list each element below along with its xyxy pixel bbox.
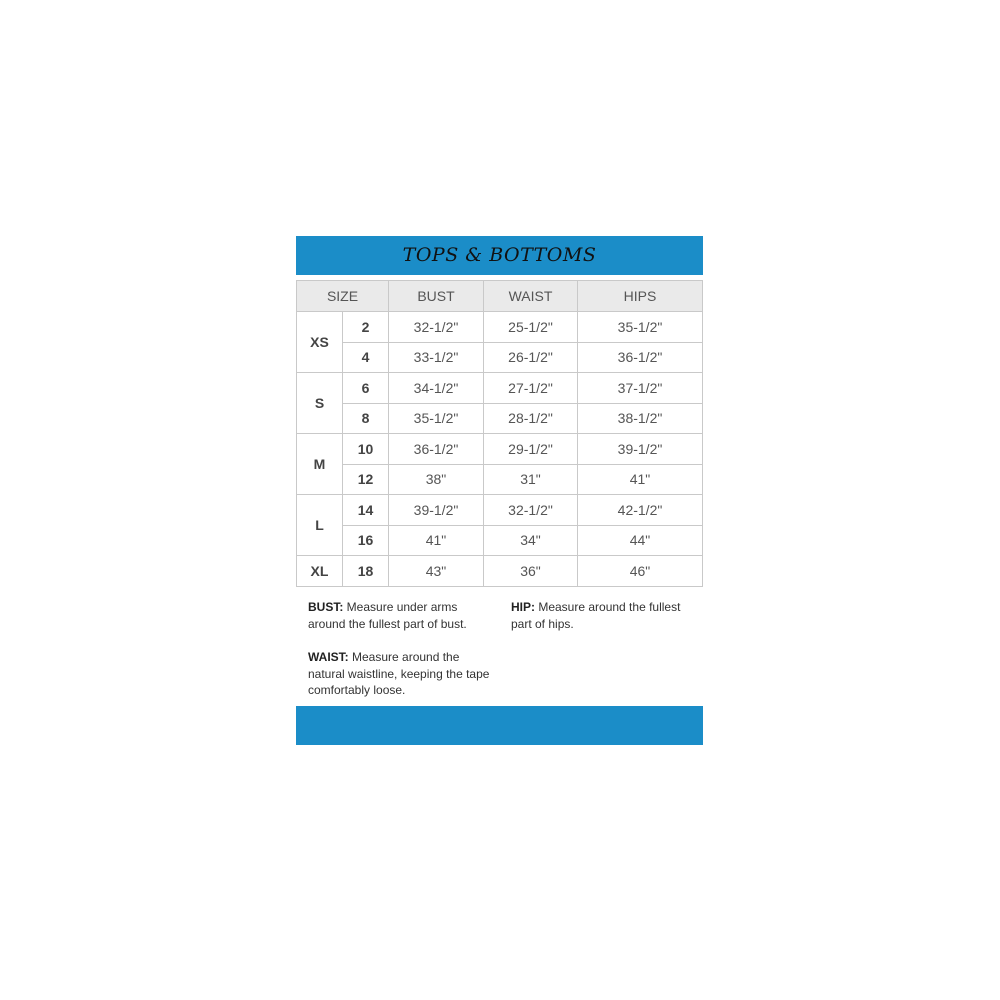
size-letter-cell: L [297, 495, 343, 556]
hips-cell: 44" [578, 525, 703, 556]
waist-cell: 34" [484, 525, 578, 556]
size-letter-cell: XS [297, 312, 343, 373]
table-row [297, 495, 703, 526]
waist-cell: 36" [484, 556, 578, 587]
size-number-cell: 14 [343, 495, 389, 526]
note-bust-text: Measure under arms around the fullest part of bust. [308, 600, 467, 631]
hips-cell: 35-1/2" [578, 312, 703, 343]
table-row [297, 434, 703, 465]
bust-cell: 35-1/2" [389, 403, 484, 434]
bust-cell: 41" [389, 525, 484, 556]
hips-cell: 46" [578, 556, 703, 587]
table-row [297, 403, 703, 434]
footer-band [296, 706, 703, 745]
waist-cell: 32-1/2" [484, 495, 578, 526]
waist-cell: 27-1/2" [484, 373, 578, 404]
bust-cell: 36-1/2" [389, 434, 484, 465]
waist-cell: 28-1/2" [484, 403, 578, 434]
size-letter-cell: XL [297, 556, 343, 587]
waist-cell: 25-1/2" [484, 312, 578, 343]
hips-cell: 37-1/2" [578, 373, 703, 404]
table-header-row [297, 281, 703, 312]
size-number-cell: 10 [343, 434, 389, 465]
size-number-cell: 2 [343, 312, 389, 343]
table-body [297, 312, 703, 587]
note-waist-term: WAIST: [308, 650, 349, 664]
note-waist [308, 649, 494, 699]
size-letter-cell: M [297, 434, 343, 495]
hips-cell: 38-1/2" [578, 403, 703, 434]
hips-cell: 42-1/2" [578, 495, 703, 526]
size-number-cell: 6 [343, 373, 389, 404]
bust-cell: 39-1/2" [389, 495, 484, 526]
table-row [297, 525, 703, 556]
table-row [297, 556, 703, 587]
bust-cell: 38" [389, 464, 484, 495]
size-letter-cell: S [297, 373, 343, 434]
size-number-cell: 16 [343, 525, 389, 556]
column-header-size: SIZE [297, 281, 389, 312]
waist-cell: 26-1/2" [484, 342, 578, 373]
waist-cell: 31" [484, 464, 578, 495]
note-hip-text: Measure around the fullest part of hips. [511, 600, 681, 631]
hips-cell: 39-1/2" [578, 434, 703, 465]
note-bust [308, 599, 494, 632]
bust-cell: 32-1/2" [389, 312, 484, 343]
hips-cell: 41" [578, 464, 703, 495]
note-hip-term: HIP: [511, 600, 535, 614]
bust-cell: 43" [389, 556, 484, 587]
column-header-hips: HIPS [578, 281, 703, 312]
header-band [296, 236, 703, 275]
note-hip [511, 599, 703, 632]
bust-cell: 33-1/2" [389, 342, 484, 373]
column-header-bust: BUST [389, 281, 484, 312]
bust-cell: 34-1/2" [389, 373, 484, 404]
size-table [296, 280, 703, 587]
table-row [297, 464, 703, 495]
size-number-cell: 12 [343, 464, 389, 495]
waist-cell: 29-1/2" [484, 434, 578, 465]
table-row [297, 342, 703, 373]
size-chart-card [296, 236, 703, 745]
size-number-cell: 8 [343, 403, 389, 434]
table-row [297, 312, 703, 343]
hips-cell: 36-1/2" [578, 342, 703, 373]
note-bust-term: BUST: [308, 600, 344, 614]
table-row [297, 373, 703, 404]
note-waist-text: Measure around the natural waistline, keeping the tape comfortably loose. [308, 650, 490, 697]
column-header-waist: WAIST [484, 281, 578, 312]
size-number-cell: 4 [343, 342, 389, 373]
size-number-cell: 18 [343, 556, 389, 587]
chart-title: TOPS & BOTTOMS [402, 243, 597, 266]
